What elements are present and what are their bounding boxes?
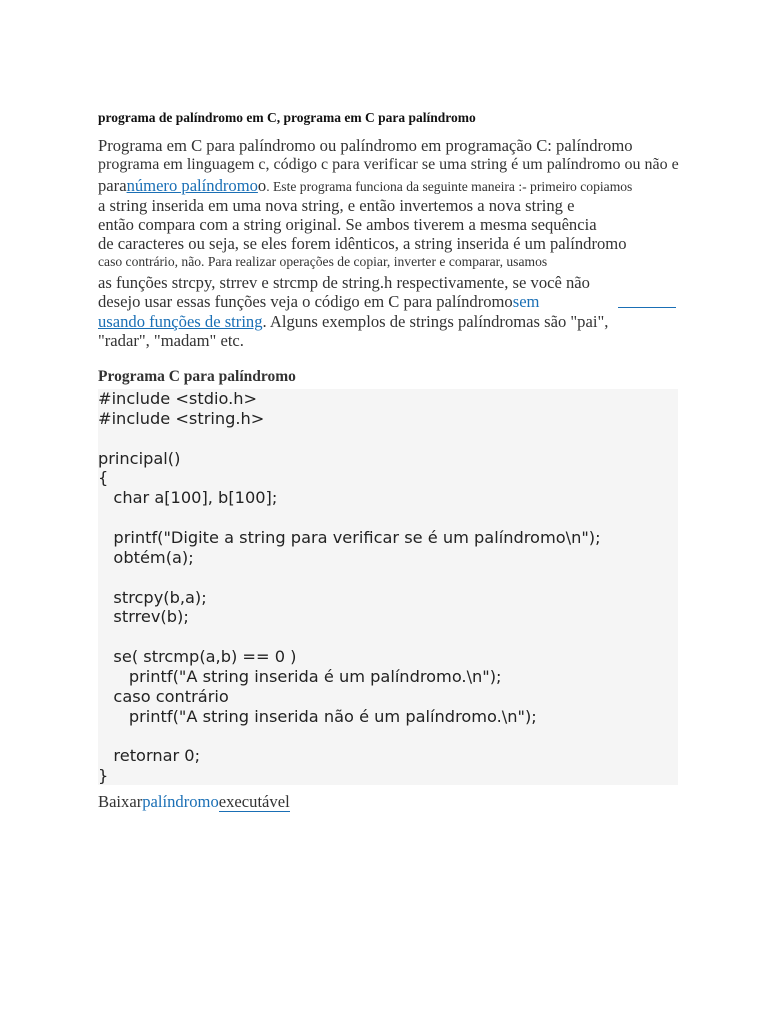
- download-palindrome-link[interactable]: palíndromo: [142, 792, 219, 811]
- text-fragment: para: [98, 176, 127, 195]
- code-line: se( strcmp(a,b) == 0 ): [98, 647, 297, 667]
- section-heading: Programa C para palíndromo: [98, 368, 296, 385]
- paragraph-line: "radar", "madam" etc.: [98, 331, 244, 350]
- code-line: caso contrário: [98, 686, 229, 706]
- code-line: #include <stdio.h>: [98, 389, 258, 408]
- paragraph-line: [98, 292, 539, 312]
- code-line: {: [98, 468, 109, 488]
- paragraph-line: caso contrário, não. Para realizar operações de copiar, inverter e comparar, usamos: [98, 254, 548, 269]
- paragraph-line: as funções strcpy, strrev e strcmp de string.h respectivamente, se você não: [98, 273, 590, 292]
- executable-text: executável: [218, 792, 290, 811]
- paragraph-line: Programa em C para palíndromo ou palíndromo em programação C: palíndromo: [98, 136, 633, 155]
- without-string-functions-link[interactable]: sem: [512, 292, 540, 311]
- text-fragment: desejo usar essas funções veja o código em C para palíndromo: [98, 292, 513, 311]
- text-fragment: . Alguns exemplos de strings palíndromas são "pai",: [262, 312, 609, 331]
- code-line: obtém(a);: [98, 547, 194, 567]
- page-title: programa de palíndromo em C, programa em C para palíndromo: [98, 110, 476, 125]
- code-line: principal(): [98, 448, 181, 468]
- code-line: strrev(b);: [98, 607, 189, 627]
- code-line: char a[100], b[100];: [98, 488, 278, 508]
- paragraph-line: [98, 312, 608, 332]
- text-fragment: . Este programa funciona da seguinte maneira :- primeiro copiamos: [266, 179, 633, 194]
- paragraph-line: a string inserida em uma nova string, e então invertemos a nova string e: [98, 196, 575, 215]
- code-block: [98, 389, 678, 785]
- code-line: #include <string.h>: [98, 408, 265, 428]
- paragraph-line: [98, 176, 632, 196]
- code-line: printf("A string inserida é um palíndromo.\n");: [98, 666, 502, 686]
- download-text: Baixar: [98, 792, 143, 811]
- download-line: [98, 792, 290, 812]
- code-line: strcpy(b,a);: [98, 587, 207, 607]
- paragraph-line: de caracteres ou seja, se eles forem idênticos, a string inserida é um palíndromo: [98, 234, 627, 253]
- palindrome-number-link[interactable]: número palíndromo: [126, 176, 258, 195]
- code-line: retornar 0;: [98, 746, 201, 766]
- using-string-functions-link[interactable]: usando funções de string: [98, 312, 263, 331]
- text-fragment: o: [257, 176, 267, 195]
- paragraph-line: programa em linguagem c, código c para verificar se uma string é um palíndromo ou não e: [98, 156, 679, 173]
- paragraph-line: então compara com a string original. Se ambos tiverem a mesma sequência: [98, 215, 597, 234]
- code-line: printf("A string inserida não é um palíndromo.\n");: [98, 706, 537, 726]
- code-line: }: [98, 766, 109, 786]
- code-line: printf("Digite a string para verificar se é um palíndromo\n");: [98, 527, 601, 547]
- link-underline: [618, 307, 676, 308]
